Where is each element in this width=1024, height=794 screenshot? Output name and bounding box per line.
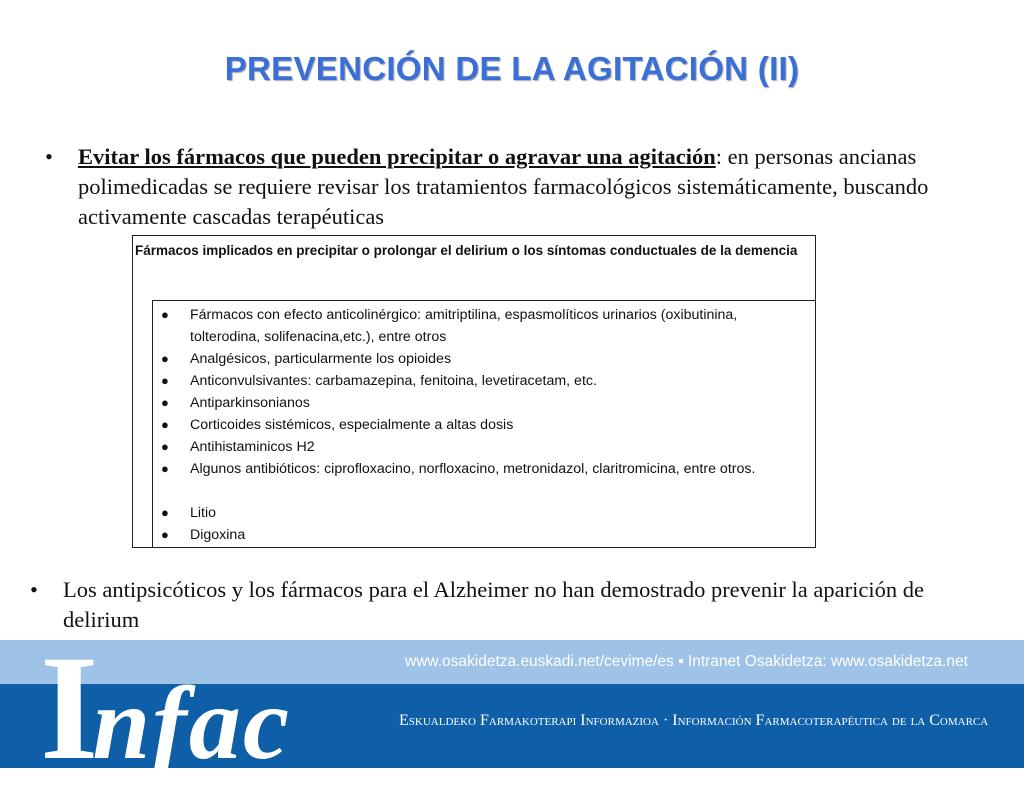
bullet-marker: ● <box>161 527 169 542</box>
list-item: ● Analgésicos, particularmente los opioides <box>153 348 803 370</box>
bullet-marker: ● <box>161 505 169 520</box>
infac-logo <box>40 622 291 794</box>
bullet-rest-text: : en personas ancianas polimedicadas se requiere revisar los tratamientos farmacológicos sistemáticamente, buscando activamente cascadas terapéuticas <box>78 144 929 229</box>
logo-initial: I <box>40 625 93 791</box>
list-item: ● Anticonvulsivantes: carbamazepina, fenitoina, levetiracetam, etc. <box>153 370 803 392</box>
list-item: ● Litio <box>153 502 803 524</box>
bullet-marker: • <box>30 577 38 602</box>
bullet-marker: • <box>45 144 53 169</box>
drugs-list <box>152 300 816 548</box>
slide-title: PREVENCIÓN DE LA AGITACIÓN (II) <box>224 50 800 87</box>
list-item: ● Algunos antibióticos: ciprofloxacino, norfloxacino, metronidazol, claritromicina, entre otros. <box>153 458 803 480</box>
list-item: ● Antiparkinsonianos <box>153 392 803 414</box>
list-item: ● Corticoides sistémicos, especialmente a altas dosis <box>153 414 803 436</box>
bullet-text <box>78 142 965 232</box>
bullet-marker: ● <box>161 373 169 388</box>
footer-tagline: Eskualdeko Farmakoterapi Informazioa · Información Farmacoterapéutica de la Comarca <box>399 712 989 729</box>
drugs-table <box>132 235 816 548</box>
bullet-marker: ● <box>161 439 169 454</box>
bullet-marker: ● <box>161 307 169 322</box>
footer-urls: www.osakidetza.euskadi.net/cevime/es ▪ Intranet Osakidetza: www.osakidetza.net <box>405 653 968 670</box>
bullet-marker: ● <box>161 351 169 366</box>
bullet-marker: ● <box>161 461 169 476</box>
bullet-marker: ● <box>161 417 169 432</box>
bullet-avoid-drugs <box>45 142 965 232</box>
list-item: ● Fármacos con efecto anticolinérgico: amitriptilina, espasmolíticos urinarios (oxibutinina, tolterodina, solifenacina,etc.), entre otros <box>153 304 803 348</box>
list-item: ● Antihistaminicos H2 <box>153 436 803 458</box>
logo-rest: nfac <box>92 666 292 781</box>
bullet-text: Los antipsicóticos y los fármacos para el Alzheimer no han demostrado prevenir la aparición de delirium <box>63 577 924 632</box>
list-item: ● Digoxina <box>153 524 803 546</box>
drugs-table-header: Fármacos implicados en precipitar o prolongar el delirium o los síntomas conductuales de la demencia <box>135 243 798 258</box>
bullet-marker: ● <box>161 395 169 410</box>
footer-banner <box>0 625 1024 791</box>
bullet-lead-text: Evitar los fármacos que pueden precipitar o agravar una agitación <box>78 144 716 169</box>
